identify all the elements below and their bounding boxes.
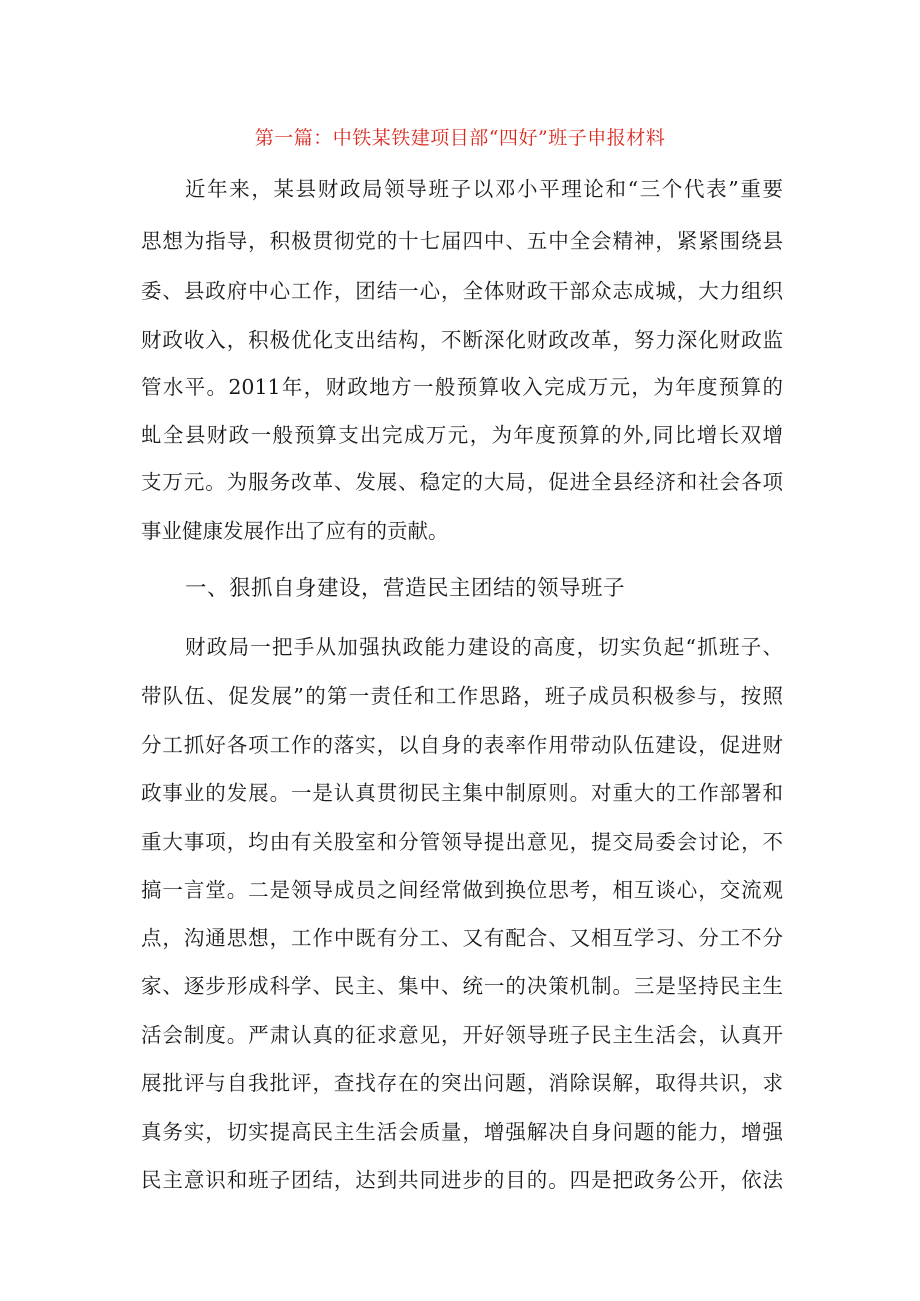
paragraph-2-line: 财政局一把手从加强执政能力建设的高度，切实负起“抓班子、 (185, 635, 783, 659)
paragraph-2-line: 政事业的发展。一是认真贯彻民主集中制原则。对重大的工作部署和 (141, 781, 783, 805)
paragraph-1-line: 管水平。2011年，财政地方一般预算收入完成万元，为年度预算的 (141, 375, 783, 399)
paragraph-2-line: 民主意识和班子团结，达到共同进步的目的。四是把政务公开，依法 (141, 1168, 783, 1192)
paragraph-2-line: 带队伍、促发展”的第一责任和工作思路，班子成员积极参与，按照 (141, 684, 783, 708)
paragraph-2-line: 重大事项，均由有关股室和分管领导提出意见，提交局委会讨论，不 (141, 830, 783, 854)
paragraph-1-line: 财政收入，积极优化支出结构，不断深化财政改革，努力深化财政监 (141, 328, 783, 352)
paragraph-2-line: 家、逐步形成科学、民主、集中、统一的决策机制。三是坚持民主生 (141, 974, 783, 998)
paragraph-2-line: 搞一言堂。二是领导成员之间经常做到换位思考，相互谈心，交流观 (141, 878, 783, 902)
document-title: 第一篇：中铁某铁建项目部“四好”班子申报材料 (254, 127, 666, 149)
paragraph-1-line: 虬全县财政一般预算支出完成万元，为年度预算的外,同比增长双增 (141, 423, 783, 447)
paragraph-2-line: 分工抓好各项工作的落实，以自身的表率作用带动队伍建设，促进财 (141, 733, 783, 757)
paragraph-2-line: 真务实，切实提高民主生活会质量，增强解决自身问题的能力，增强 (141, 1120, 783, 1144)
paragraph-2-line: 点，沟通思想，工作中既有分工、又有配合、又相互学习、分工不分 (141, 926, 783, 950)
paragraph-2-line: 活会制度。严肃认真的征求意见，开好领导班子民主生活会，认真开 (141, 1023, 783, 1047)
paragraph-1-line: 支万元。为服务改革、发展、稳定的大局，促进全县经济和社会各项 (141, 470, 783, 494)
section-1-heading: 一、狠抓自身建设，营造民主团结的领导班子 (185, 576, 626, 601)
paragraph-2-line: 展批评与自我批评，查找存在的突出问题，消除误解，取得共识，求 (141, 1071, 783, 1095)
paragraph-1-line: 近年来，某县财政局领导班子以邓小平理论和“三个代表”重要 (185, 177, 783, 201)
paragraph-1-line: 委、县政府中心工作，团结一心，全体财政干部众志成城，大力组织 (141, 279, 783, 303)
paragraph-1-line: 事业健康发展作出了应有的贡献。 (141, 519, 449, 543)
paragraph-1-line: 思想为指导，积极贯彻党的十七届四中、五中全会精神，紧紧围绕县 (141, 229, 783, 253)
